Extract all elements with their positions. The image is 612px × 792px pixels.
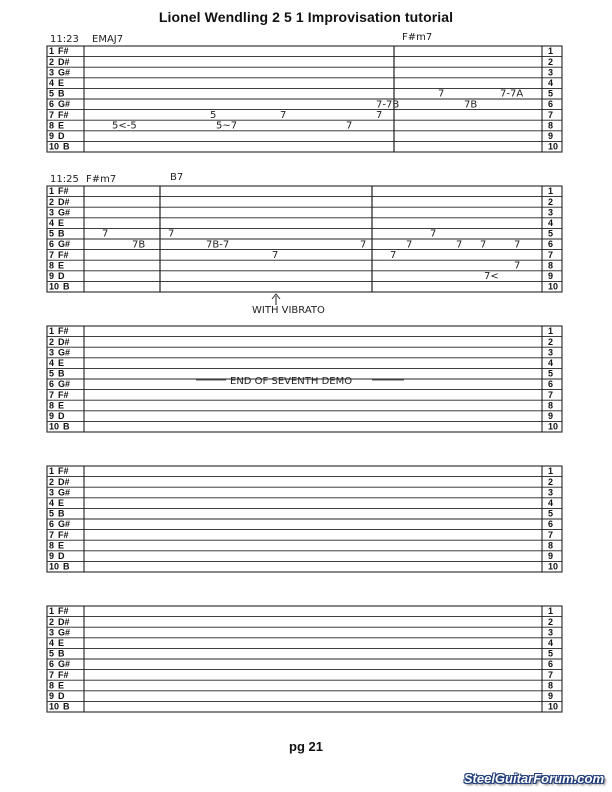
string-note-label: B xyxy=(58,648,65,659)
string-note-label: G# xyxy=(58,659,71,670)
string-number-label-right: 2 xyxy=(548,476,554,487)
string-note-label: D xyxy=(58,131,65,141)
string-note-label: F# xyxy=(58,186,69,197)
string-note-label: E xyxy=(58,120,65,131)
string-number-label: 6 xyxy=(49,379,55,390)
string-number-label: 3 xyxy=(49,487,55,498)
tab-note: 7< xyxy=(484,271,499,283)
string-note-label: E xyxy=(58,680,65,691)
string-number-label-right: 4 xyxy=(548,358,554,368)
tab-note: 7-7A xyxy=(500,88,524,100)
chord-label: B7 xyxy=(170,172,184,183)
string-note-label: D xyxy=(58,551,65,561)
string-number-label-right: 9 xyxy=(548,131,554,141)
string-number-label: 6 xyxy=(49,239,55,250)
string-number-label: 5 xyxy=(49,508,55,519)
string-number-label-right: 1 xyxy=(548,326,554,337)
tab-note: 7 xyxy=(456,239,463,251)
string-number-label: 2 xyxy=(49,56,55,67)
string-number-label: 4 xyxy=(49,78,55,88)
tab-note: 7 xyxy=(430,228,437,240)
string-note-label: F# xyxy=(58,249,69,260)
string-number-label-right: 1 xyxy=(548,466,554,477)
tab-note: 7-7B xyxy=(376,99,400,111)
string-number-label: 1 xyxy=(49,466,55,477)
string-number-label: 10 xyxy=(49,701,60,712)
string-number-label: 4 xyxy=(49,498,55,508)
tab-note: 7 xyxy=(514,239,521,251)
string-number-label: 7 xyxy=(49,389,55,400)
string-note-label: B xyxy=(63,561,70,572)
tab-note: 7B xyxy=(132,239,146,251)
string-number-label-right: 10 xyxy=(548,701,559,712)
tab-note: 5 xyxy=(210,109,217,121)
string-number-label-right: 9 xyxy=(548,411,554,421)
string-note-label: D# xyxy=(58,616,70,627)
page-title: Lionel Wendling 2 5 1 Improvisation tutorial xyxy=(158,9,454,25)
string-note-label: B xyxy=(58,508,65,519)
string-note-label: B xyxy=(63,421,70,432)
string-note-label: F# xyxy=(58,109,69,120)
string-number-label: 3 xyxy=(49,347,55,358)
string-number-label: 1 xyxy=(49,186,55,197)
string-number-label: 7 xyxy=(49,109,55,120)
string-number-label: 9 xyxy=(49,691,55,701)
string-number-label-right: 7 xyxy=(548,249,554,260)
vibrato-arrow-icon xyxy=(272,294,280,305)
string-note-label: E xyxy=(58,540,65,551)
string-number-label-right: 5 xyxy=(548,368,554,379)
string-note-label: G# xyxy=(58,99,71,110)
string-number-label-right: 7 xyxy=(548,109,554,120)
string-number-label-right: 4 xyxy=(548,218,554,228)
tab-note: 7 xyxy=(360,239,367,251)
string-number-label-right: 8 xyxy=(548,260,554,271)
tab-note: 7 xyxy=(390,249,397,261)
tab-note: 7B-7 xyxy=(206,239,230,251)
string-number-label-right: 3 xyxy=(548,347,554,358)
string-note-label: E xyxy=(58,358,65,368)
string-number-label-right: 8 xyxy=(548,680,554,691)
string-note-label: D# xyxy=(58,56,70,67)
string-note-label: B xyxy=(63,141,70,152)
string-number-label: 9 xyxy=(49,131,55,141)
string-number-label-right: 5 xyxy=(548,228,554,239)
string-number-label-right: 9 xyxy=(548,271,554,281)
string-number-label: 5 xyxy=(49,648,55,659)
tab-staff xyxy=(47,32,562,152)
string-note-label: F# xyxy=(58,389,69,400)
string-note-label: G# xyxy=(58,207,71,218)
string-number-label: 8 xyxy=(49,120,55,131)
string-note-label: F# xyxy=(58,46,69,57)
string-number-label: 7 xyxy=(49,529,55,540)
string-note-label: G# xyxy=(58,519,71,530)
string-number-label: 6 xyxy=(49,99,55,110)
string-number-label: 8 xyxy=(49,680,55,691)
tab-note: 7 xyxy=(280,109,287,121)
string-number-label-right: 1 xyxy=(548,186,554,197)
tab-note: 7B xyxy=(464,99,478,111)
string-number-label: 5 xyxy=(49,88,55,99)
string-number-label-right: 4 xyxy=(548,638,554,648)
string-number-label-right: 10 xyxy=(548,141,559,152)
string-number-label: 9 xyxy=(49,411,55,421)
string-note-label: G# xyxy=(58,239,71,250)
string-note-label: D# xyxy=(58,476,70,487)
tab-note: 7 xyxy=(406,239,413,251)
string-number-label: 2 xyxy=(49,196,55,207)
string-note-label: B xyxy=(63,701,70,712)
chord-label: F#m7 xyxy=(402,32,433,43)
string-note-label: D xyxy=(58,691,65,701)
tab-staff xyxy=(47,172,562,316)
string-number-label-right: 9 xyxy=(548,551,554,561)
string-number-label-right: 8 xyxy=(548,540,554,551)
string-number-label-right: 7 xyxy=(548,669,554,680)
string-note-label: F# xyxy=(58,466,69,477)
string-number-label: 9 xyxy=(49,271,55,281)
string-note-label: G# xyxy=(58,347,71,358)
string-number-label-right: 6 xyxy=(548,239,554,250)
string-number-label: 8 xyxy=(49,540,55,551)
tab-note: 7 xyxy=(346,120,353,132)
chord-label: F#m7 xyxy=(86,174,117,185)
string-note-label: E xyxy=(58,78,65,88)
string-note-label: B xyxy=(58,368,65,379)
tab-note: 5<-5 xyxy=(112,120,137,132)
tab-note: 7 xyxy=(272,249,279,261)
string-note-label: F# xyxy=(58,606,69,617)
string-number-label-right: 3 xyxy=(548,627,554,638)
string-number-label-right: 6 xyxy=(548,659,554,670)
string-number-label: 10 xyxy=(49,281,60,292)
string-number-label-right: 7 xyxy=(548,529,554,540)
string-number-label-right: 2 xyxy=(548,56,554,67)
string-note-label: E xyxy=(58,260,65,271)
tab-note: 7 xyxy=(376,109,383,121)
string-number-label: 1 xyxy=(49,606,55,617)
string-number-label: 3 xyxy=(49,627,55,638)
string-number-label: 5 xyxy=(49,228,55,239)
string-note-label: E xyxy=(58,498,65,508)
tab-note: 5~7 xyxy=(216,120,238,132)
string-note-label: F# xyxy=(58,669,69,680)
string-note-label: B xyxy=(58,228,65,239)
string-number-label: 9 xyxy=(49,551,55,561)
string-note-label: G# xyxy=(58,67,71,78)
tab-staff xyxy=(47,466,562,572)
string-note-label: B xyxy=(58,88,65,99)
string-number-label: 4 xyxy=(49,218,55,228)
string-number-label: 8 xyxy=(49,260,55,271)
string-number-label: 6 xyxy=(49,659,55,670)
string-number-label-right: 9 xyxy=(548,691,554,701)
string-number-label-right: 4 xyxy=(548,498,554,508)
string-number-label-right: 2 xyxy=(548,616,554,627)
string-number-label: 10 xyxy=(49,421,60,432)
string-note-label: E xyxy=(58,638,65,648)
string-number-label-right: 6 xyxy=(548,99,554,110)
string-number-label-right: 10 xyxy=(548,561,559,572)
string-number-label: 4 xyxy=(49,638,55,648)
string-note-label: G# xyxy=(58,379,71,390)
string-number-label: 7 xyxy=(49,669,55,680)
string-number-label: 2 xyxy=(49,336,55,347)
string-number-label: 3 xyxy=(49,207,55,218)
string-number-label-right: 10 xyxy=(548,281,559,292)
string-number-label: 1 xyxy=(49,46,55,57)
tab-note: 7 xyxy=(102,228,109,240)
string-number-label-right: 2 xyxy=(548,336,554,347)
string-note-label: E xyxy=(58,218,65,228)
string-note-label: F# xyxy=(58,529,69,540)
string-number-label-right: 3 xyxy=(548,487,554,498)
string-note-label: G# xyxy=(58,487,71,498)
string-number-label-right: 5 xyxy=(548,508,554,519)
page-number: pg 21 xyxy=(289,739,323,754)
string-note-label: D# xyxy=(58,196,70,207)
string-number-label: 2 xyxy=(49,616,55,627)
string-number-label-right: 5 xyxy=(548,88,554,99)
string-note-label: F# xyxy=(58,326,69,337)
tab-note: 7 xyxy=(168,228,175,240)
annotation: WITH VIBRATO xyxy=(252,305,325,316)
tab-staff xyxy=(47,606,562,712)
string-number-label: 8 xyxy=(49,400,55,411)
tab-note: 7 xyxy=(438,88,445,100)
tab-staff xyxy=(47,326,562,432)
string-number-label-right: 4 xyxy=(548,78,554,88)
annotation: END OF SEVENTH DEMO xyxy=(230,376,353,387)
string-number-label-right: 8 xyxy=(548,400,554,411)
string-note-label: D xyxy=(58,271,65,281)
string-note-label: D# xyxy=(58,336,70,347)
string-number-label-right: 5 xyxy=(548,648,554,659)
time-marker: 11:23 xyxy=(50,34,79,45)
string-number-label: 2 xyxy=(49,476,55,487)
string-number-label: 10 xyxy=(49,561,60,572)
string-note-label: D xyxy=(58,411,65,421)
time-marker: 11:25 xyxy=(50,174,79,185)
string-number-label: 3 xyxy=(49,67,55,78)
string-number-label-right: 2 xyxy=(548,196,554,207)
string-number-label-right: 1 xyxy=(548,46,554,57)
string-number-label-right: 3 xyxy=(548,67,554,78)
string-number-label: 1 xyxy=(49,326,55,337)
string-number-label: 6 xyxy=(49,519,55,530)
string-number-label: 4 xyxy=(49,358,55,368)
string-number-label-right: 1 xyxy=(548,606,554,617)
string-number-label: 7 xyxy=(49,249,55,260)
tab-note: 7 xyxy=(480,239,487,251)
string-number-label-right: 7 xyxy=(548,389,554,400)
string-number-label: 5 xyxy=(49,368,55,379)
string-number-label-right: 6 xyxy=(548,379,554,390)
string-note-label: E xyxy=(58,400,65,411)
tab-note: 7 xyxy=(514,260,521,272)
string-number-label-right: 10 xyxy=(548,421,559,432)
string-note-label: B xyxy=(63,281,70,292)
string-note-label: G# xyxy=(58,627,71,638)
string-number-label: 10 xyxy=(49,141,60,152)
chord-label: EMAJ7 xyxy=(92,34,124,45)
string-number-label-right: 6 xyxy=(548,519,554,530)
string-number-label-right: 3 xyxy=(548,207,554,218)
watermark-logo: SteelGuitarForum.com xyxy=(463,771,604,786)
string-number-label-right: 8 xyxy=(548,120,554,131)
